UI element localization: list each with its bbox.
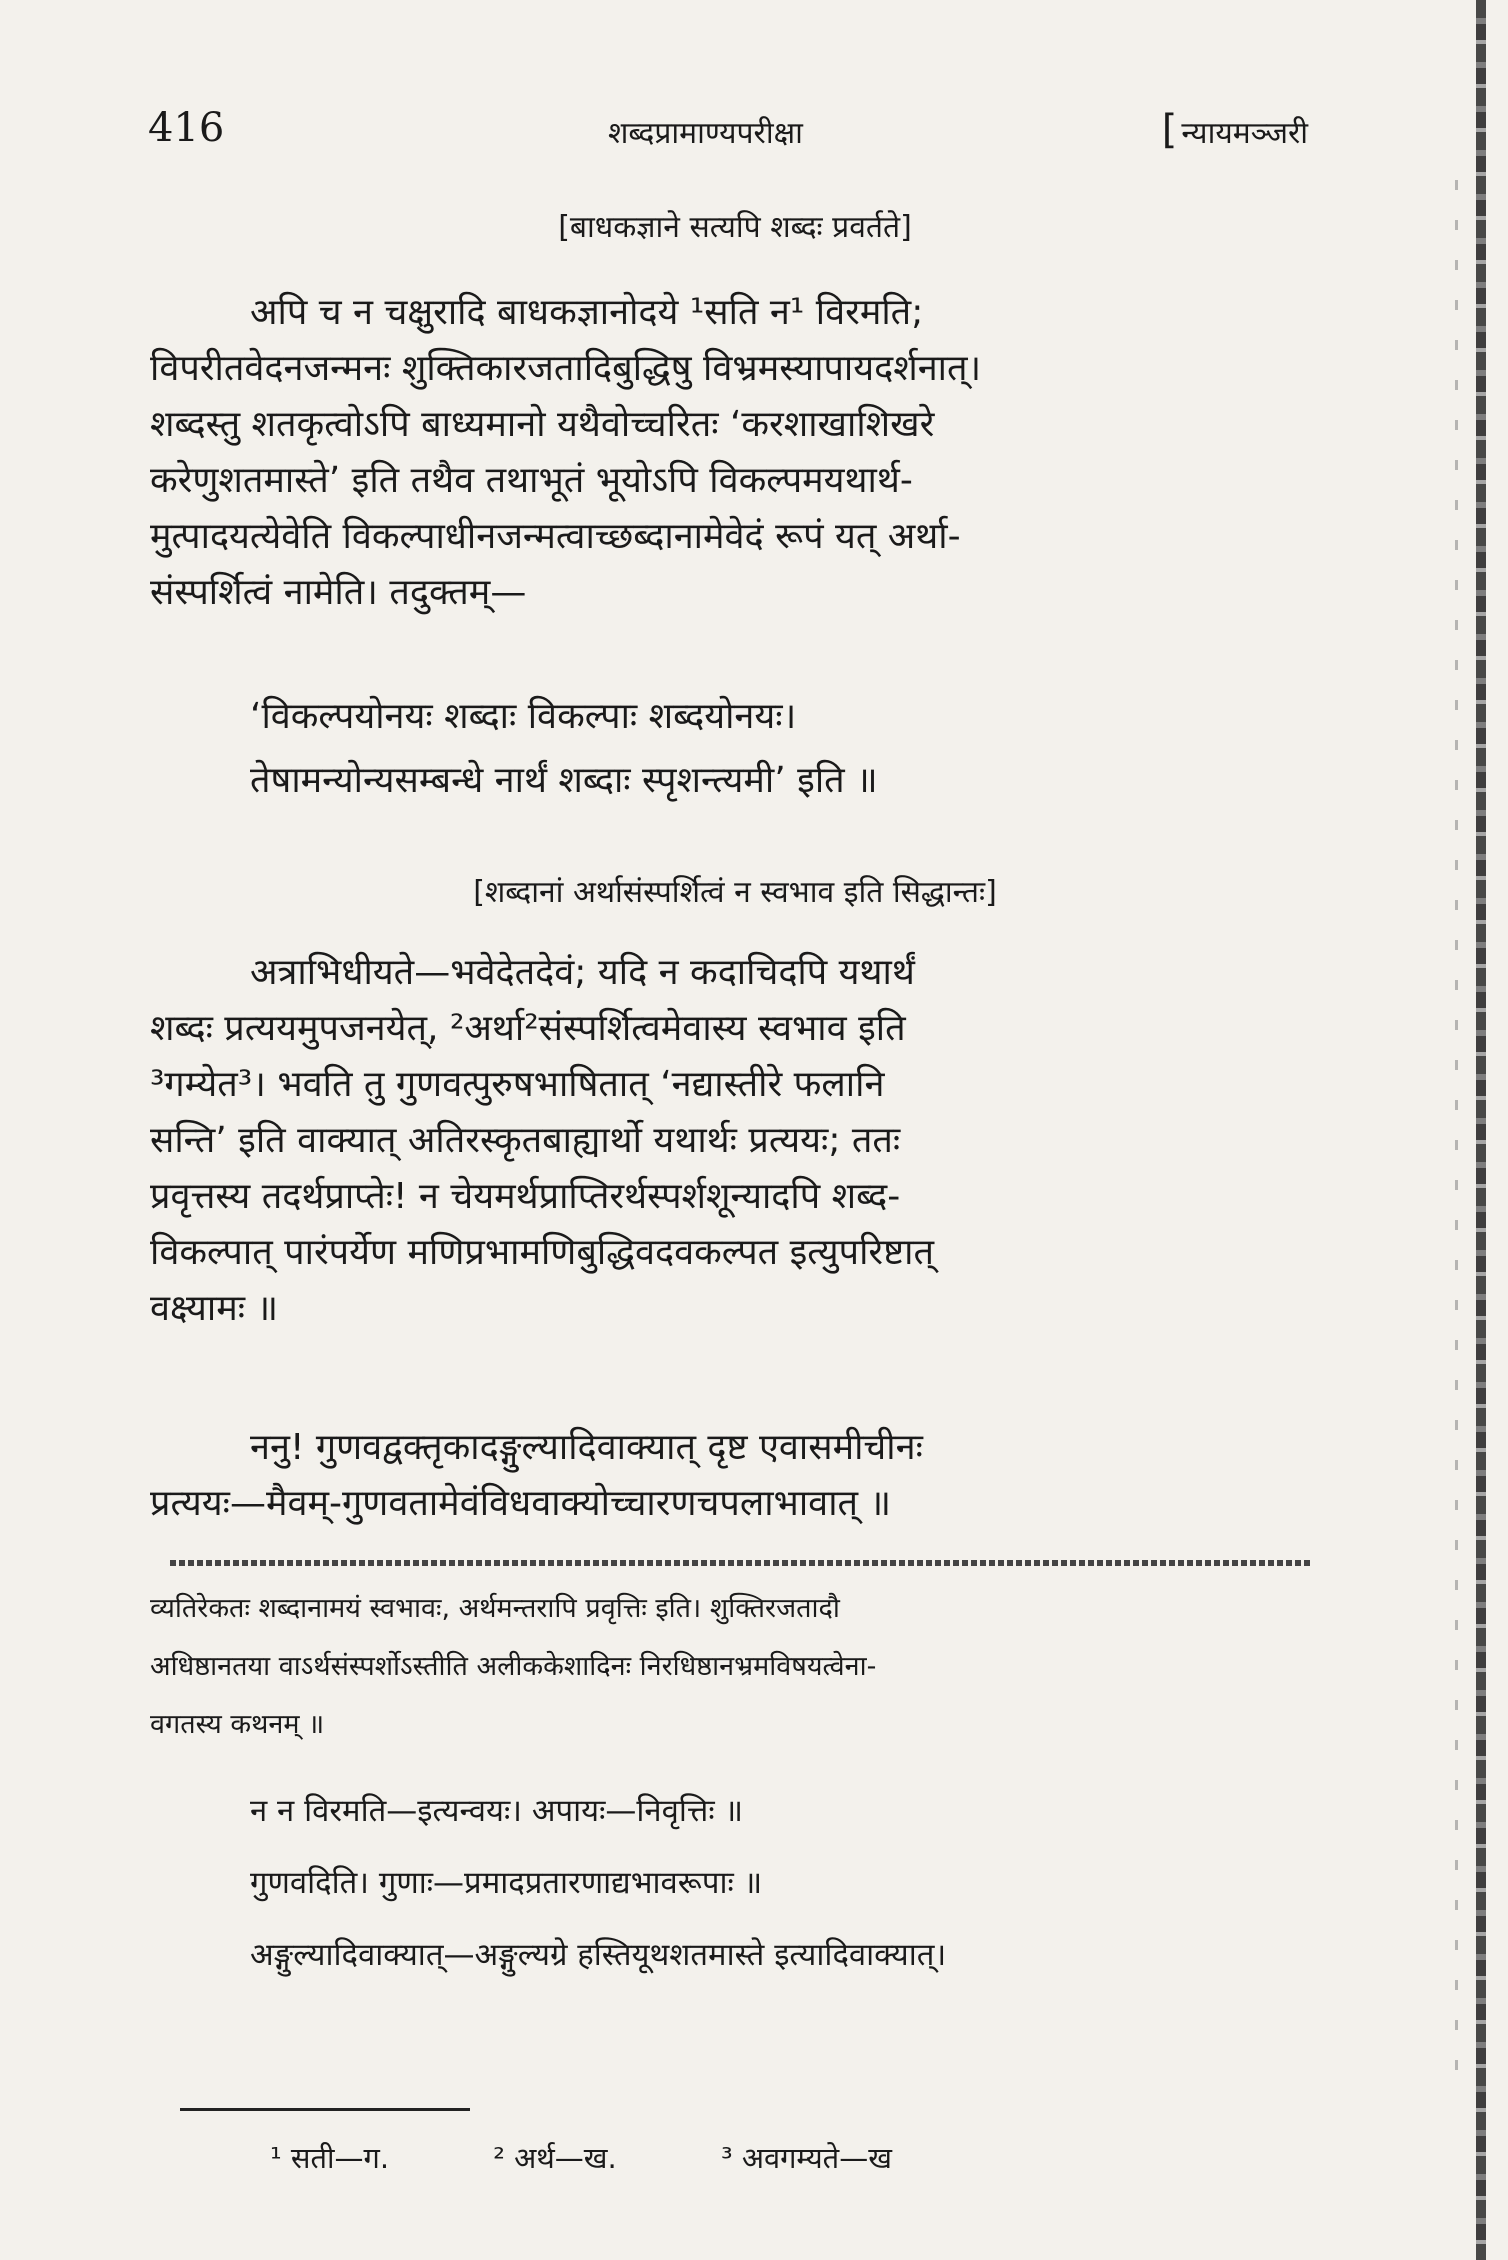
note-line: अधिष्ठानतया वाऽर्थसंस्पर्शोऽस्तीति अलीककेशादिनः निरधिष्ठानभ्रमविषयत्वेना-: [150, 1651, 877, 1682]
footnote: ³ अवगम्यते—ख: [720, 2141, 892, 2175]
text-line: ³गम्येत³। भवति तु गुणवत्पुरुषभाषितात् ‘नद्यास्तीरे फलानि: [150, 1064, 885, 1105]
text-line: मुत्पादयत्येवेति विकल्पाधीनजन्मत्वाच्छब्दानामेवेदं रूपं यत् अर्था-: [150, 516, 961, 557]
text-line: वक्ष्यामः ॥: [150, 1288, 279, 1329]
paragraph-1: [150, 285, 1320, 621]
section-heading-1: [150, 205, 1320, 246]
text-line: शब्दस्तु शतकृत्वोऽपि बाध्यमानो यथैवोच्चरितः ‘करशाखाशिखरे: [150, 404, 935, 445]
text-line: संस्पर्शित्वं नामेति। तदुक्तम्—: [150, 572, 527, 613]
text-line: शब्दः प्रत्ययमुपजनयेत्, ²अर्था²संस्पर्शित्वमेवास्य स्वभाव इति: [150, 1008, 906, 1049]
commentary-gloss: [150, 1775, 1420, 1991]
text-line: ननु! गुणवद्वक्तृकादङ्गुल्यादिवाक्यात् दृष्ट एवासमीचीनः: [250, 1427, 923, 1468]
note-line: वगतस्य कथनम् ॥: [150, 1709, 325, 1740]
book-section-tag: [ न्यायमञ्जरी: [1162, 107, 1308, 153]
section-heading: [ शब्दानां अर्थासंस्पर्शित्वं न स्वभाव इति सिद्धान्तः ]: [150, 870, 1320, 911]
footnote: ² अर्थ—ख.: [493, 2141, 617, 2175]
verse-line: तेषामन्योन्यसम्बन्धे नार्थं शब्दाः स्पृशन्त्यमी’ इति ॥: [250, 760, 878, 801]
note-line: व्यतिरेकतः शब्दानामयं स्वभावः, अर्थमन्तरापि प्रवृत्तिः इति। शुक्तिरजतादौ: [150, 1593, 840, 1624]
page-header: [148, 105, 1308, 165]
paragraph-2: [150, 945, 1320, 1337]
paragraph-3: [150, 1420, 1320, 1532]
quoted-verse: [150, 685, 1420, 813]
text-line: प्रत्ययः—मैवम्-गुणवतामेवंविधवाक्योच्चारणचपलाभावात् ॥: [150, 1483, 892, 1524]
page-number: 416: [148, 105, 225, 151]
running-title: शब्दप्रामाण्यपरीक्षा: [608, 116, 803, 151]
gloss-line: न न विरमति—इत्यन्वयः। अपायः—निवृत्तिः ॥: [250, 1793, 744, 1829]
text-line: करेणुशतमास्ते’ इति तथैव तथाभूतं भूयोऽपि विकल्पमयथार्थ-: [150, 460, 913, 501]
text-line: अत्राभिधीयते—भवेदेतदेवं; यदि न कदाचिदपि यथार्थं: [250, 952, 915, 993]
text-line: विपरीतवेदनजन्मनः शुक्तिकारजतादिबुद्धिषु विभ्रमस्यापायदर्शनात्।: [150, 348, 982, 389]
footnotes: [270, 2138, 1170, 2177]
section-heading: [ बाधकज्ञाने सत्यपि शब्दः प्रवर्तते ]: [150, 205, 1320, 246]
text-line: अपि च न चक्षुरादि बाधकज्ञानोदये ¹सति न¹ विरमति;: [250, 292, 924, 333]
commentary-notes: [150, 1580, 1320, 1754]
text-line: सन्ति’ इति वाक्यात् अतिरस्कृतबाह्यार्थो यथार्थः प्रत्ययः; ततः: [150, 1120, 901, 1161]
verse-line: ‘विकल्पयोनयः शब्दाः विकल्पाः शब्दयोनयः।: [250, 696, 797, 737]
footnote: ¹ सती—ग.: [270, 2141, 390, 2175]
page-binding-edge: [1476, 0, 1486, 2260]
footnote-divider: [180, 2108, 470, 2111]
text-line: प्रवृत्तस्य तदर्थप्राप्तेः! न चेयमर्थप्राप्तिरर्थस्पर्शशून्यादपि शब्द-: [150, 1176, 901, 1217]
commentary-divider: [170, 1560, 1310, 1566]
gloss-line: अङ्गुल्यादिवाक्यात्—अङ्गुल्यग्रे हस्तियूथशतमास्ते इत्यादिवाक्यात्।: [250, 1937, 947, 1973]
page-binding-shadow: [1455, 180, 1458, 2080]
text-line: विकल्पात् पारंपर्येण मणिप्रभामणिबुद्धिवदवकल्पत इत्युपरिष्टात्: [150, 1232, 934, 1273]
gloss-line: गुणवदिति। गुणाः—प्रमादप्रतारणाद्यभावरूपाः ॥: [250, 1865, 763, 1901]
section-heading-2: [150, 870, 1320, 911]
